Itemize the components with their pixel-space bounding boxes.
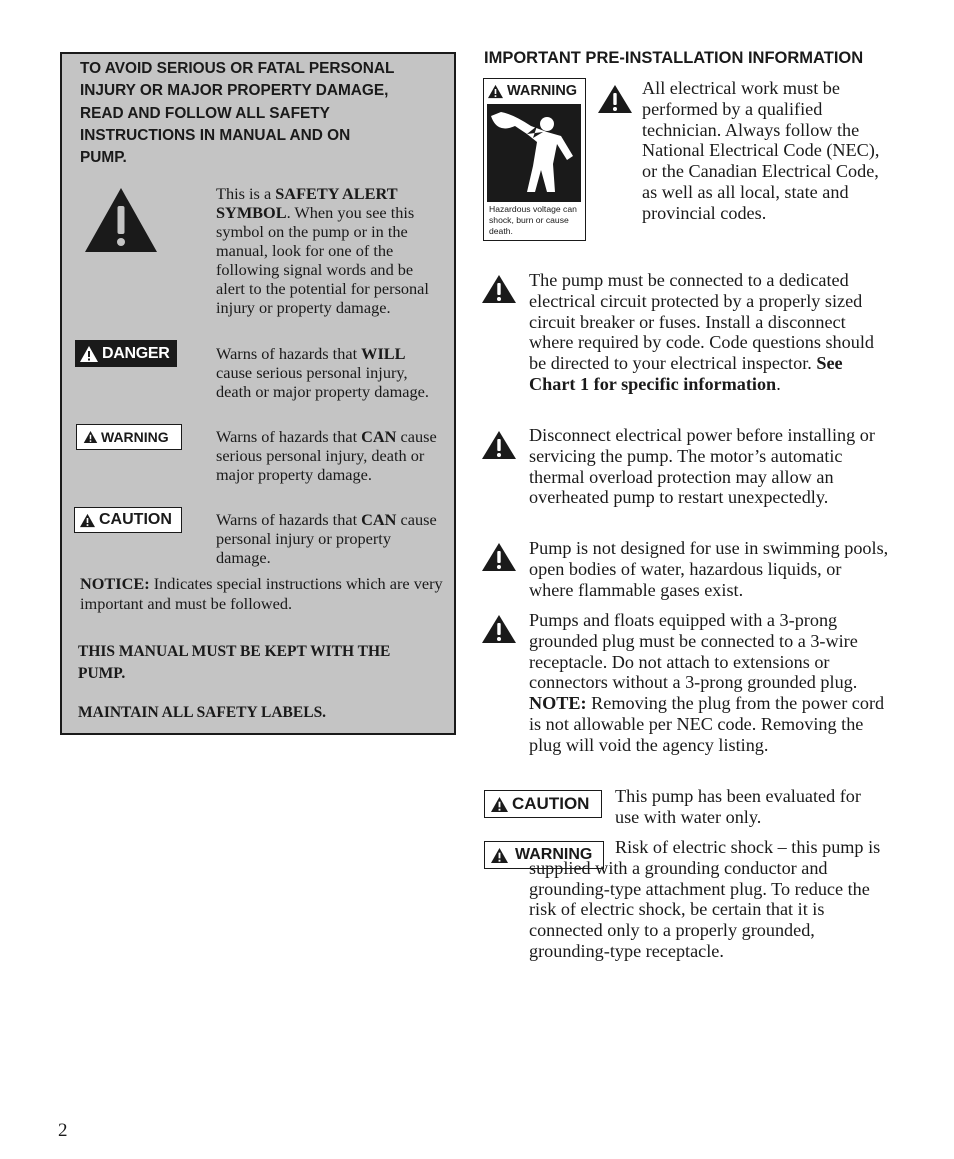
alert-triangle-icon — [490, 847, 509, 864]
alert-triangle-icon — [79, 513, 96, 528]
safety-alert-icon — [481, 274, 517, 304]
safety-alert-symbol-icon — [83, 186, 159, 254]
safety-alert-icon — [481, 430, 517, 460]
alert-triangle-icon — [490, 796, 509, 813]
alert-triangle-icon — [79, 345, 99, 363]
water-only-caution-text: This pump has been evaluated for use with water only. — [615, 786, 861, 827]
pre-installation-heading: IMPORTANT PRE-INSTALLATION INFORMATION — [484, 49, 864, 67]
safety-alert-icon — [597, 84, 633, 114]
shock-label-caption: Hazardous voltage can shock, burn or cause death. — [489, 204, 577, 236]
page-number: 2 — [58, 1120, 68, 1141]
electric-shock-warning-text: Risk of electric shock – this pump is supplied with a grounding conductor and grounding-type attachment plug. To reduce the risk of electric shock, be certain that it is connected only to a properly grounded, grounding-type receptacle. — [529, 837, 881, 961]
caution-label: CAUTION — [74, 507, 182, 533]
warning-label: WARNING — [484, 841, 604, 869]
warning-label: WARNING — [76, 424, 182, 450]
safety-instructions-box — [60, 52, 456, 735]
maintain-labels-text: MAINTAIN ALL SAFETY LABELS. — [78, 704, 327, 721]
safety-alert-description: This is a SAFETY ALERT SYMBOL. When you see this symbol on the pump or in the manual, look for one of the following signal words and be alert to the potential for personal injury or property damage. — [216, 184, 429, 317]
danger-label: DANGER — [75, 340, 177, 367]
electrical-shock-warning-label — [483, 78, 586, 241]
keep-manual-text: THIS MANUAL MUST BE KEPT WITH THE PUMP. — [78, 643, 391, 682]
safety-box-heading: TO AVOID SERIOUS OR FATAL PERSONAL INJURY OR MAJOR PROPERTY DAMAGE, READ AND FOLLOW ALL SAFETY INSTRUCTIONS IN MANUAL AND ON PUMP. — [80, 60, 395, 167]
safety-alert-icon — [481, 542, 517, 572]
electrical-work-intro: All electrical work must be performed by a qualified technician. Always follow the National Electrical Code (NEC), or the Canadian Electrical Code, as well as all local, state and provincial codes. — [642, 78, 880, 223]
alert-triangle-icon — [83, 430, 98, 444]
notice-text: NOTICE: Indicates special instructions which are very important and must be followed. — [80, 574, 443, 613]
safety-alert-icon — [481, 614, 517, 644]
shock-label-header: WARNING — [484, 79, 585, 103]
dedicated-circuit-paragraph: The pump must be connected to a dedicated electrical circuit protected by a properly sized circuit breaker or fuses. Install a disconnect where required by code. Code questions should be directed to your electrical inspector. See Chart 1 for specific information. — [529, 270, 874, 394]
caution-description: Warns of hazards that CAN cause personal injury or property damage. — [216, 510, 437, 567]
alert-triangle-icon — [487, 84, 504, 99]
electrocution-pictogram-icon — [487, 104, 581, 202]
danger-description: Warns of hazards that WILL cause serious personal injury, death or major property damage. — [216, 344, 429, 401]
grounded-plug-paragraph: Pumps and floats equipped with a 3-prong grounded plug must be connected to a 3-wire receptacle. Do not attach to extensions or connectors without a 3-prong grounded plug. NOTE: Removing the plug from the power cord is not allowable per NEC code. Removing the plug will void the agency listing. — [529, 610, 885, 755]
disconnect-power-paragraph: Disconnect electrical power before installing or servicing the pump. The motor’s automatic thermal overload protection may allow an overheated pump to restart unexpectedly. — [529, 425, 875, 508]
warning-description: Warns of hazards that CAN cause serious personal injury, death or major property damage. — [216, 427, 437, 484]
not-designed-for-pools-paragraph: Pump is not designed for use in swimming pools, open bodies of water, hazardous liquids, or where flammable gases exist. — [529, 538, 889, 600]
caution-label: CAUTION — [484, 790, 602, 818]
